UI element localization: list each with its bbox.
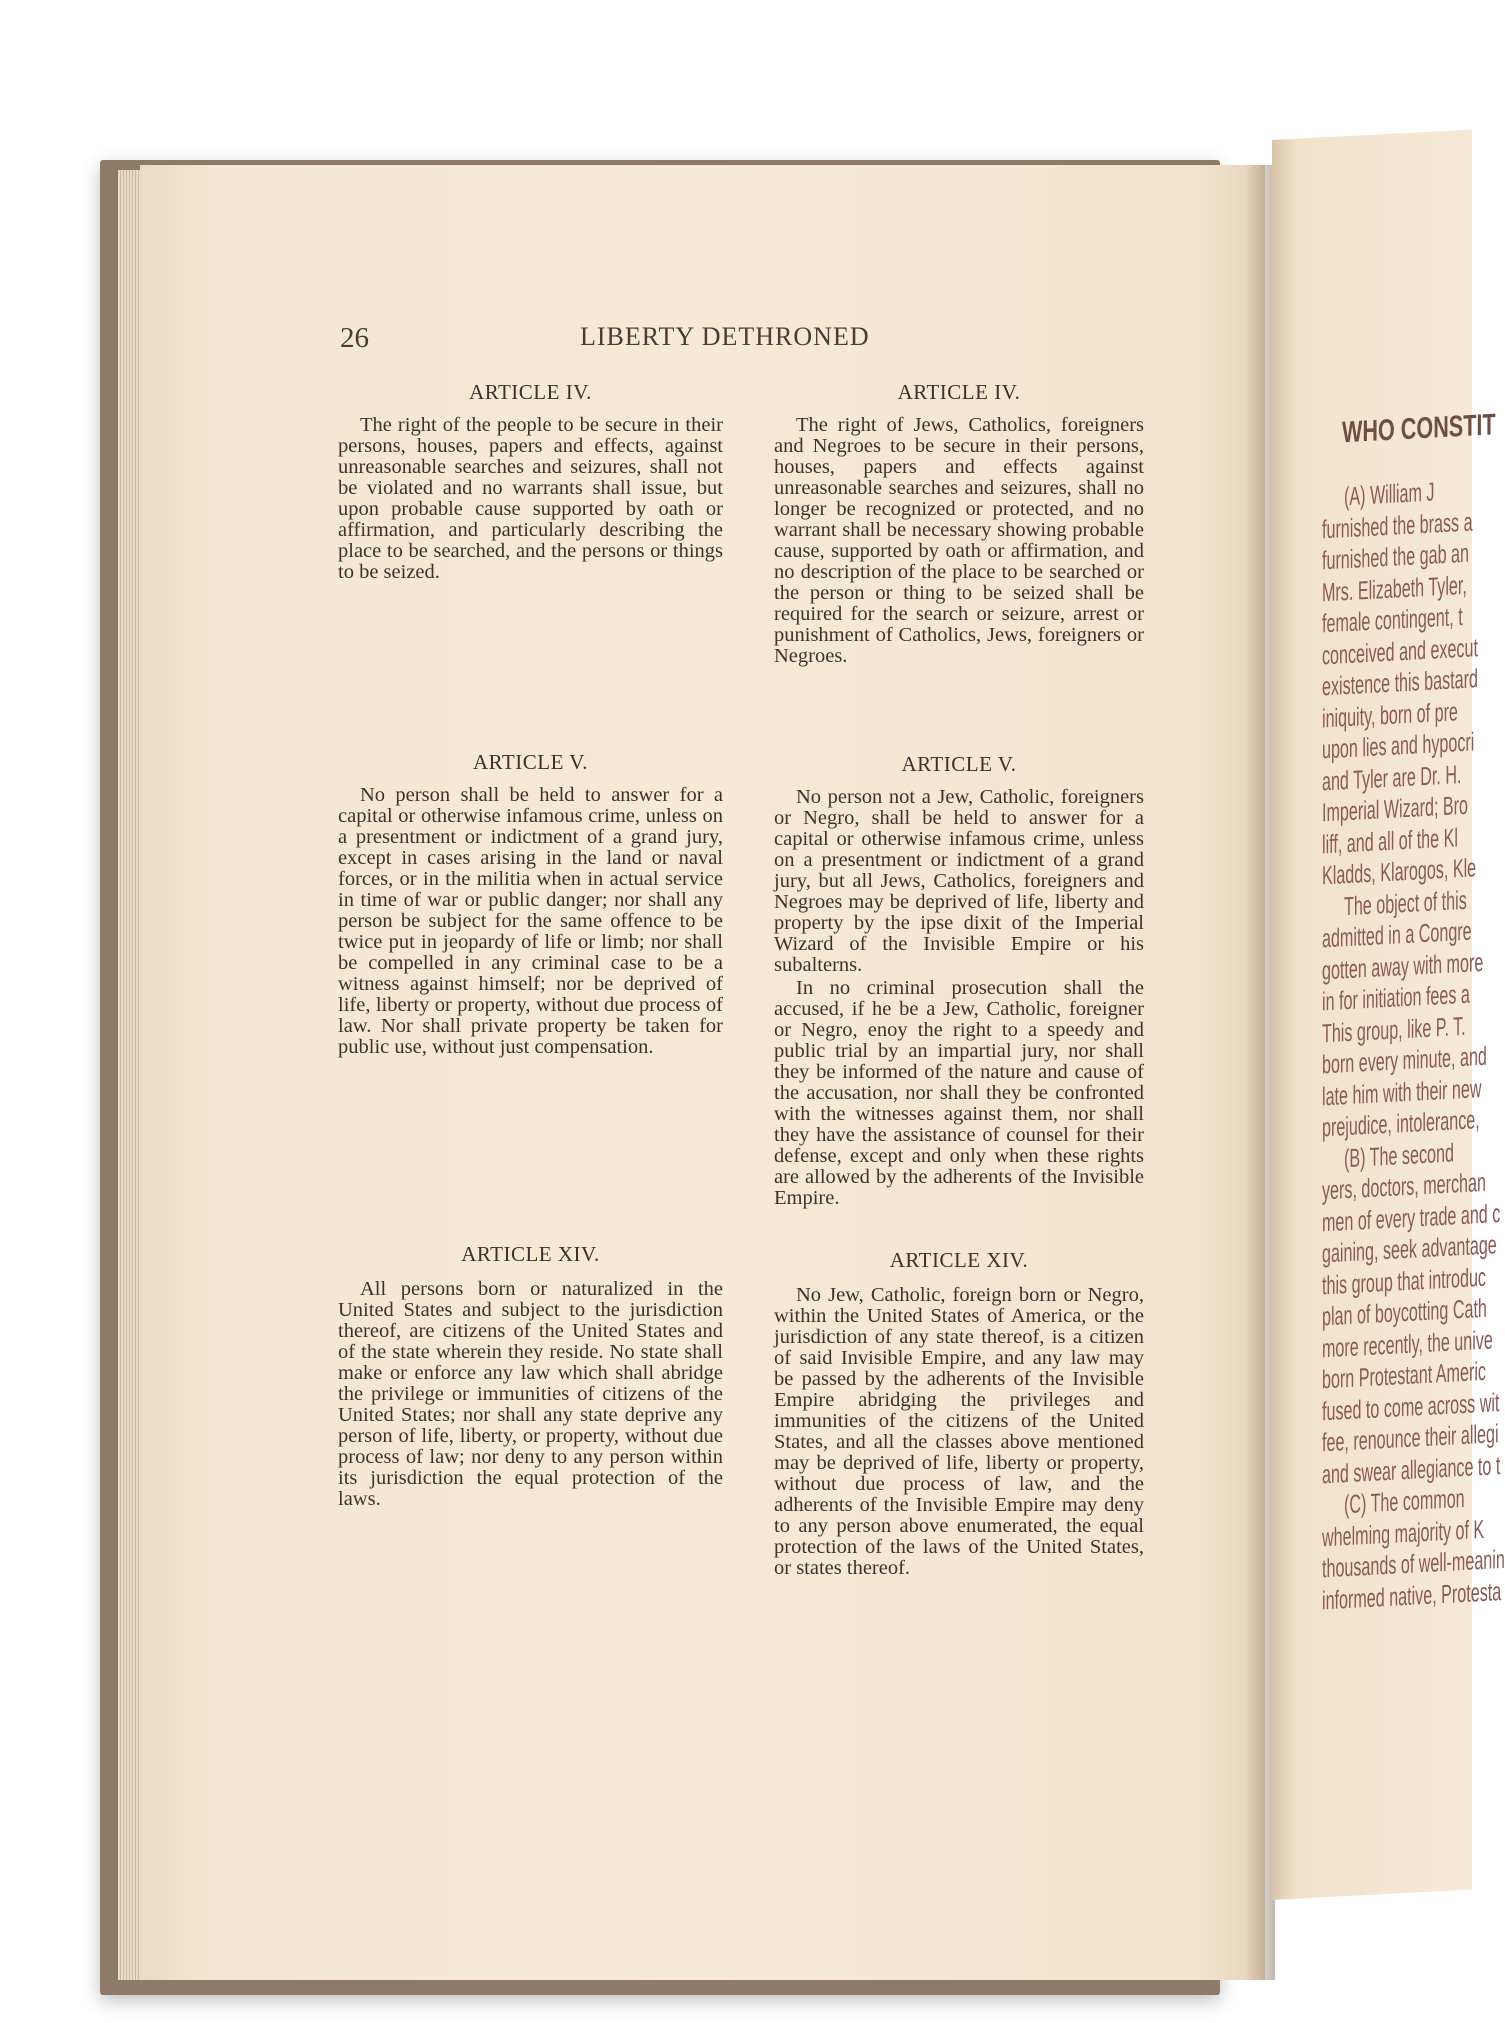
- facing-page-line: female contingent, t: [1322, 601, 1463, 639]
- article-heading: ARTICLE V.: [901, 752, 1017, 776]
- article-text: [774, 415, 1144, 667]
- facing-page-line: more recently, the unive: [1322, 1323, 1493, 1363]
- running-head: LIBERTY DETHRONED: [580, 322, 870, 351]
- article-text: [338, 785, 723, 1058]
- facing-page-line: this group that introduc: [1322, 1261, 1486, 1300]
- facing-page-line: and Tyler are Dr. H.: [1322, 758, 1462, 796]
- article-heading: ARTICLE XIV.: [889, 1248, 1029, 1272]
- article-paragraph: No person not a Jew, Catholic, foreigners or Negro, shall be held to answer for a capital or otherwise infamous crime, unless on a presentment or indictment of a grand jury, but all Jews, Catholics, foreigners and Negroes may be deprived of life, liberty and property by the ipse dixit of the Imperial Wizard of the Invisible Empire or his subalterns.: [774, 786, 1144, 976]
- left-article-xiv: [338, 1244, 723, 1510]
- facing-page-line: (A) William J: [1344, 476, 1435, 512]
- facing-page-line: liff, and all of the Kl: [1322, 821, 1458, 859]
- facing-page-line: in for initiation fees a: [1322, 978, 1470, 1017]
- right-article-iv: [774, 382, 1144, 667]
- article-paragraph: In no criminal prosecution shall the accused, if he be a Jew, Catholic, foreigner or Negro, enoy the right to a speedy and public trial by an impartial jury, nor shall they be informed of the nature and cause of the accusation, nor shall they be confronted with the witnesses against them, nor shall they have the assistance of counsel for their defense, except and only when these rights are allowed by the adherents of the Invisible Empire.: [774, 977, 1144, 1209]
- facing-page-line: furnished the brass a: [1322, 505, 1473, 544]
- right-article-xiv: [774, 1250, 1144, 1579]
- article-text: [338, 415, 723, 583]
- left-article-v: [338, 752, 723, 1058]
- facing-page-line: admitted in a Congre: [1322, 915, 1472, 954]
- page-header: [340, 322, 1142, 362]
- facing-page-line: born every minute, and: [1322, 1040, 1487, 1080]
- article-paragraph: The right of Jews, Catholics, foreigners and Negroes to be secure in their persons, houses, papers and effects against unreasonable searches and seizures, shall no longer be recognized or protected, and no warrant shall be necessary showing probable cause, supported by oath or affirmation, and no description of the place to be searched or the person or thing to be seized shall be required for the search or seizure, arrest or punishment of Catholics, Jews, foreigners or Negroes.: [774, 414, 1144, 667]
- facing-page-line: men of every trade and c: [1322, 1197, 1501, 1237]
- book-gutter: [1245, 165, 1275, 1980]
- facing-page-line: and swear allegiance to t: [1322, 1449, 1501, 1489]
- facing-page-line: fused to come across wit: [1322, 1386, 1500, 1426]
- facing-page-line: gaining, seek advantage: [1322, 1229, 1497, 1269]
- facing-page-line: informed native, Protesta: [1322, 1575, 1502, 1615]
- article-text: [774, 787, 1144, 1209]
- facing-page-line: This group, like P. T.: [1322, 1010, 1466, 1048]
- left-article-iv: [338, 382, 723, 583]
- facing-page-line: The object of this: [1344, 884, 1467, 921]
- article-paragraph: No Jew, Catholic, foreign born or Negro, within the United States of America, or the jurisdiction of any state thereof, is a citizen of said Invisible Empire, and any law may be passed by the adherents of the Invisible Empire abridging the privileges and immunities of the citizens of the United States, and all the classes above mentioned may be deprived of life, liberty or property, without due process of law, and the adherents of the Invisible Empire may deny to any person above enumerated, the equal protection of the laws of the United States, or states thereof.: [774, 1284, 1144, 1579]
- facing-page-line: thousands of well-meanin: [1322, 1543, 1505, 1584]
- facing-page-line: whelming majority of K: [1322, 1513, 1485, 1552]
- facing-page-line: Kladds, Klarogos, Kle: [1322, 852, 1477, 891]
- right-article-v: [774, 754, 1144, 1209]
- article-paragraph: No person shall be held to answer for a capital or otherwise infamous crime, unless on a presentment or indictment of a grand jury, except in cases arising in the land or naval forces, or in the militia when in actual service in time of war or public danger; nor shall any person be subject for the same offence to be twice put in jeopardy of life or limb; nor shall be compelled in any criminal case to be a witness against himself; nor be deprived of life, liberty or property, without due process of law. Nor shall private property be taken for public use, without just compensation.: [338, 784, 723, 1058]
- facing-page-line: gotten away with more: [1322, 946, 1484, 985]
- article-paragraph: The right of the people to be secure in their persons, houses, papers and effects, against unreasonable searches and seizures, shall not be violated and no warrants shall issue, but upon probable cause supported by oath or affirmation, and particularly describing the place to be searched, and the persons or things to be seized.: [338, 414, 723, 583]
- facing-page-line: (C) The common: [1344, 1482, 1465, 1520]
- facing-page-title: WHO CONSTIT: [1342, 408, 1496, 450]
- facing-page: [1272, 130, 1505, 1900]
- article-paragraph: All persons born or naturalized in the United States and subject to the jurisdiction thereof, are citizens of the United States and of the state wherein they reside. No state shall make or enforce any law which shall abridge the privilege or immunities of citizens of the United States; nor shall any state deprive any person of life, liberty, or property, without due process of law; nor deny to any person within its jurisdiction the equal protection of the laws.: [338, 1278, 723, 1510]
- page-number: 26: [340, 322, 369, 354]
- article-heading: ARTICLE V.: [473, 750, 588, 774]
- article-text: [338, 1279, 723, 1510]
- facing-page-line: plan of boycotting Cath: [1322, 1292, 1487, 1332]
- facing-page-line: Imperial Wizard; Bro: [1322, 789, 1469, 828]
- facing-page-line: (B) The second: [1344, 1136, 1454, 1173]
- facing-page-line: fee, renounce their allegi: [1322, 1418, 1499, 1458]
- article-heading: ARTICLE IV.: [897, 380, 1021, 404]
- facing-page-line: existence this bastard: [1322, 663, 1478, 702]
- facing-page-line: yers, doctors, merchan: [1322, 1166, 1486, 1206]
- facing-page-line: furnished the gab an: [1322, 537, 1469, 576]
- facing-page-line: conceived and execut: [1322, 631, 1478, 670]
- article-heading: ARTICLE XIV.: [461, 1242, 600, 1266]
- article-text: [774, 1285, 1144, 1579]
- facing-page-line: late him with their new: [1322, 1072, 1482, 1111]
- facing-page-line: Mrs. Elizabeth Tyler,: [1322, 569, 1467, 607]
- article-heading: ARTICLE IV.: [469, 380, 592, 404]
- facing-page-line: born Protestant Americ: [1322, 1355, 1486, 1395]
- facing-page-line: upon lies and hypocri: [1322, 726, 1475, 765]
- facing-page-line: iniquity, born of pre: [1322, 695, 1458, 733]
- facing-page-line: prejudice, intolerance,: [1322, 1104, 1480, 1143]
